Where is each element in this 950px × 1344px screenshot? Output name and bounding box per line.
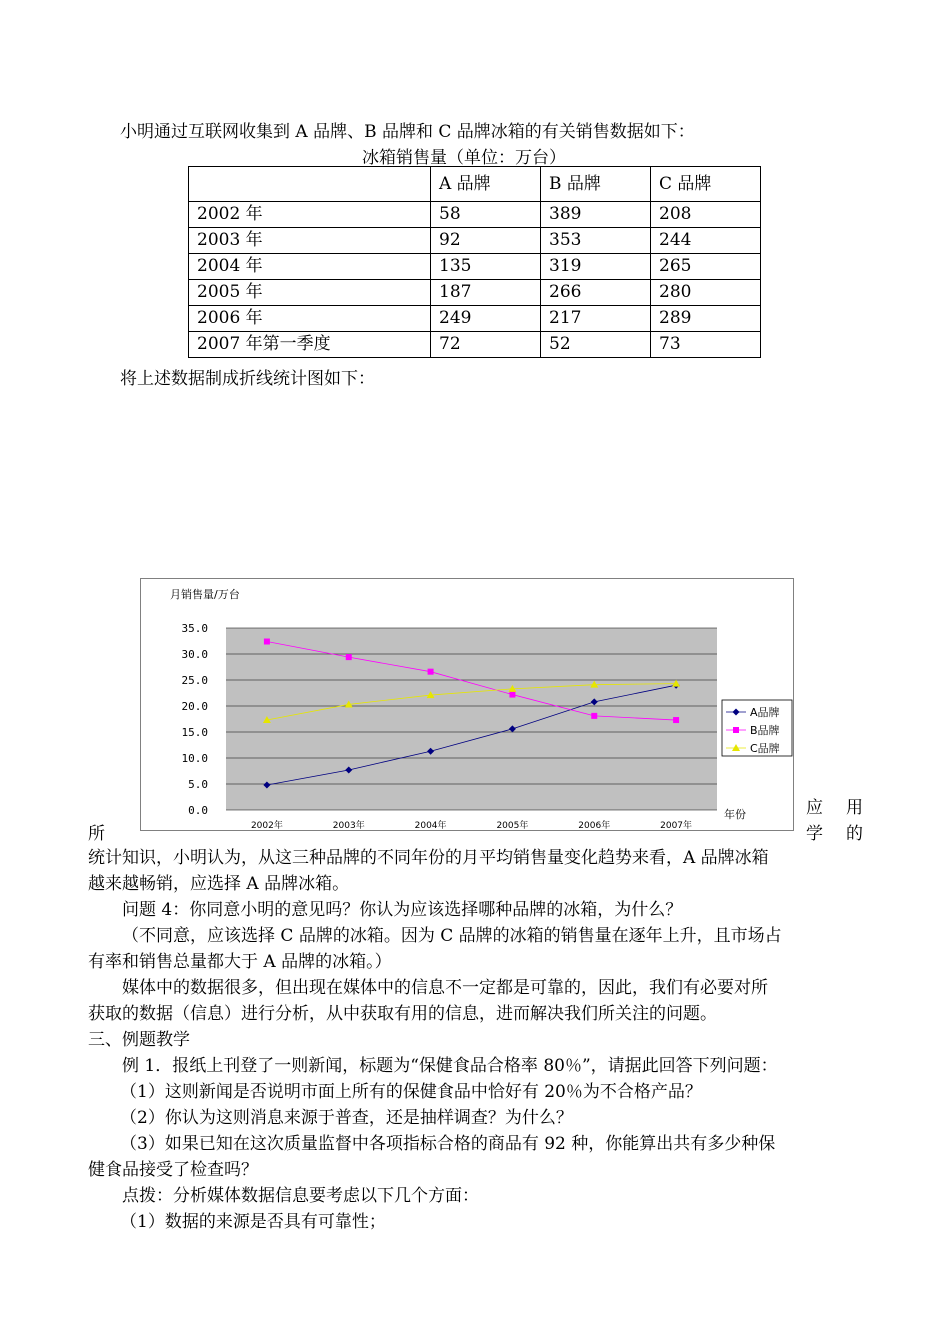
y-tick-label: 30.0 (181, 648, 208, 661)
data-point (428, 669, 434, 675)
answer-4-line: （不同意，应该选择 C 品牌的冰箱。因为 C 品牌的冰箱的销售量在逐年上升，且市场占 (122, 926, 782, 946)
table-cell: 2006 年 (189, 306, 431, 332)
example-1: 例 1．报纸上刊登了一则新闻，标题为“保健食品合格率 80％”，请据此回答下列问题： (122, 1056, 778, 1076)
example-1-q2: （2）你认为这则消息来源于普查，还是抽样调查？为什么？ (120, 1108, 573, 1128)
x-tick-label: 2004年 (414, 821, 447, 831)
table-header-cell: C 品牌 (651, 167, 761, 202)
wrap-char: 所 (88, 824, 105, 844)
y-axis-label: 月销售量/万台 (170, 588, 240, 601)
paragraph-line: 统计知识，小明认为，从这三种品牌的不同年份的月平均销售量变化趋势来看，A 品牌冰箱 (88, 848, 769, 868)
example-1-q3: （3）如果已知在这次质量监督中各项指标合格的商品有 92 种，你能算出共有多少种保 (120, 1134, 776, 1154)
table-header-row (189, 167, 761, 202)
example-1-q3-cont: 健食品接受了检查吗？ (88, 1160, 258, 1180)
wrap-char: 学 (806, 824, 823, 844)
table-caption: 冰箱销售量（单位：万台） (362, 148, 566, 168)
chart-lead-text: 将上述数据制成折线统计图如下： (120, 369, 375, 389)
data-point (509, 692, 515, 698)
table-cell: 72 (431, 332, 541, 358)
table-row (189, 306, 761, 332)
legend-marker (733, 727, 739, 733)
legend-label: C品牌 (750, 742, 780, 755)
legend (722, 700, 792, 756)
table-cell: 52 (541, 332, 651, 358)
wrap-char: 的 (846, 824, 863, 844)
table-row (189, 332, 761, 358)
table-cell: 2007 年第一季度 (189, 332, 431, 358)
example-1-q1: （1）这则新闻是否说明市面上所有的保健食品中恰好有 20％为不合格产品？ (120, 1082, 702, 1102)
tip-item-1: （1）数据的来源是否具有可靠性； (120, 1212, 386, 1232)
table-cell: 289 (651, 306, 761, 332)
y-tick-label: 25.0 (181, 674, 208, 687)
intro-text: 小明通过互联网收集到 A 品牌、B 品牌和 C 品牌冰箱的有关销售数据如下： (120, 122, 695, 142)
y-tick-label: 5.0 (188, 778, 208, 791)
data-point (591, 713, 597, 719)
x-tick-label: 2005年 (496, 821, 529, 831)
paragraph-line: 获取的数据（信息）进行分析，从中获取有用的信息，进而解决我们所关注的问题。 (88, 1004, 717, 1024)
table-cell: 2005 年 (189, 280, 431, 306)
x-tick-label: 2003年 (332, 821, 365, 831)
table-cell: 217 (541, 306, 651, 332)
data-point (673, 717, 679, 723)
table-cell: 135 (431, 254, 541, 280)
legend-label: A品牌 (750, 706, 780, 719)
x-tick-label: 2007年 (660, 821, 693, 831)
table-cell: 58 (431, 202, 541, 228)
table-cell: 2003 年 (189, 228, 431, 254)
table-cell: 389 (541, 202, 651, 228)
table-row (189, 254, 761, 280)
table-row (189, 202, 761, 228)
table-cell: 249 (431, 306, 541, 332)
wrap-char: 用 (846, 798, 863, 818)
table-cell: 265 (651, 254, 761, 280)
sales-line-chart (140, 578, 796, 834)
sales-table (188, 166, 761, 358)
paragraph-line: 越来越畅销，应选择 A 品牌冰箱。 (88, 874, 350, 894)
table-row (189, 280, 761, 306)
table-cell: 92 (431, 228, 541, 254)
data-point (346, 654, 352, 660)
plot-area (226, 628, 717, 810)
x-tick-label: 2002年 (250, 821, 283, 831)
tip-heading: 点拨：分析媒体数据信息要考虑以下几个方面： (122, 1186, 479, 1206)
y-tick-label: 0.0 (188, 804, 208, 817)
table-cell: 280 (651, 280, 761, 306)
x-axis-label: 年份 (724, 808, 746, 821)
x-tick-label: 2006年 (578, 821, 611, 831)
table-cell: 2004 年 (189, 254, 431, 280)
table-cell: 319 (541, 254, 651, 280)
table-header-cell: A 品牌 (431, 167, 541, 202)
table-header-cell: B 品牌 (541, 167, 651, 202)
table-cell: 353 (541, 228, 651, 254)
table-cell: 187 (431, 280, 541, 306)
y-tick-label: 20.0 (181, 700, 208, 713)
section-heading: 三、例题教学 (88, 1030, 190, 1050)
table-header-cell (189, 167, 431, 202)
data-point (264, 639, 270, 645)
legend-label: B品牌 (750, 724, 780, 737)
table-cell: 266 (541, 280, 651, 306)
table-row (189, 228, 761, 254)
table-cell: 244 (651, 228, 761, 254)
answer-4-line: 有率和销售总量都大于 A 品牌的冰箱。） (88, 952, 392, 972)
paragraph-line: 媒体中的数据很多，但出现在媒体中的信息不一定都是可靠的，因此，我们有必要对所 (122, 978, 768, 998)
y-tick-label: 35.0 (181, 622, 208, 635)
wrap-char: 应 (806, 798, 823, 818)
table-cell: 73 (651, 332, 761, 358)
y-tick-label: 15.0 (181, 726, 208, 739)
table-cell: 208 (651, 202, 761, 228)
y-tick-label: 10.0 (181, 752, 208, 765)
table-cell: 2002 年 (189, 202, 431, 228)
question-4: 问题 4：你同意小明的意见吗？你认为应该选择哪种品牌的冰箱，为什么？ (122, 900, 683, 920)
